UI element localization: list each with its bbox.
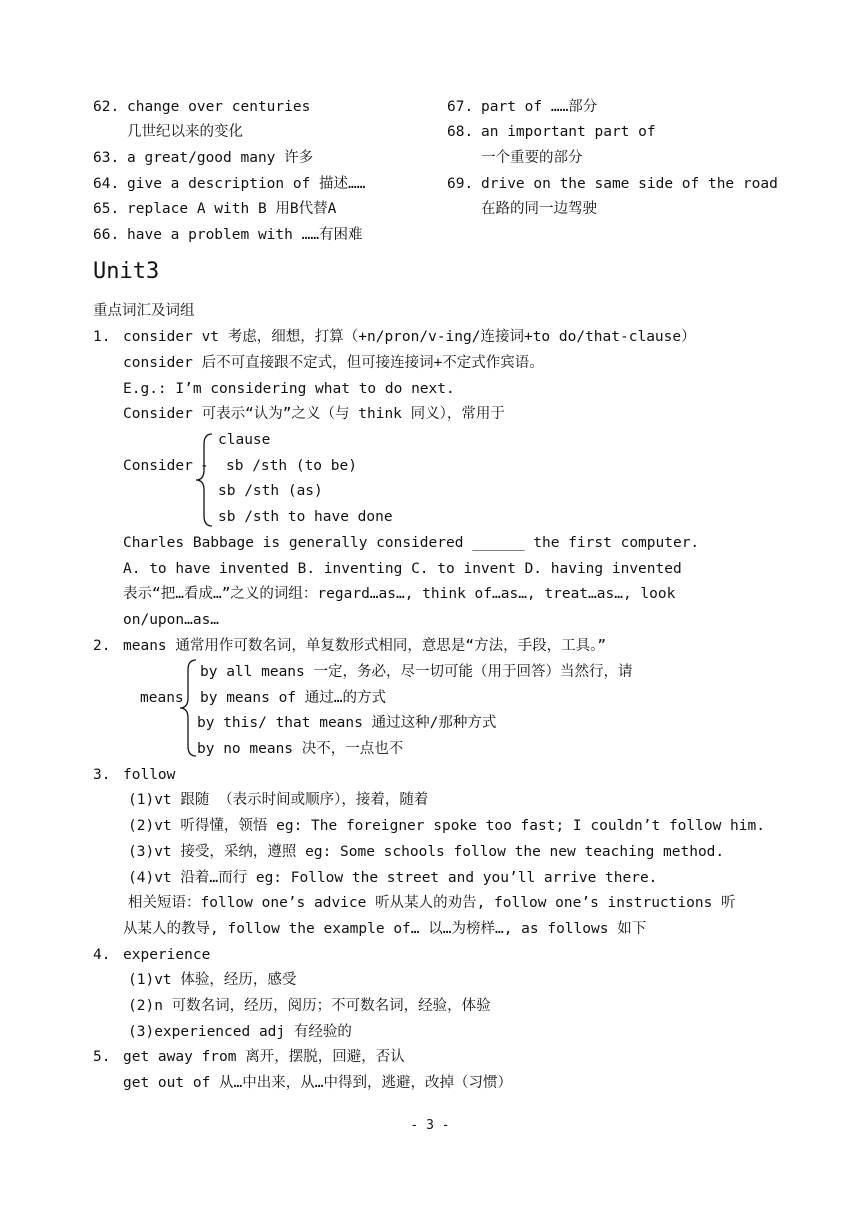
item-68-translation: 一个重要的部分 (481, 150, 583, 166)
item-65-number: 65. (93, 201, 120, 217)
means-phrase-4: by no means 决不，一点也不 (197, 741, 404, 757)
item-3-headword: follow (123, 767, 176, 783)
item-4-number: 4. (93, 947, 111, 963)
consider-pattern-1: clause (218, 432, 271, 448)
item-4-sense-2: (2)n 可数名词，经历，阅历；不可数名词，经验，体验 (128, 998, 491, 1014)
item-1-line-1: consider vt 考虑，细想，打算（+n/pron/v-ing/连接词+to do/that-clause） (123, 329, 696, 345)
item-1-line-6: on/upon…as… (123, 612, 220, 628)
item-1-number: 1. (93, 329, 111, 345)
item-69-translation: 在路的同一边驾驶 (481, 201, 597, 217)
item-3-sense-3: (3)vt 接受，采纳，遵照 eg: Some schools follow the new teaching method. (128, 844, 725, 860)
item-1-question: Charles Babbage is generally considered ______ the first computer. (123, 535, 700, 551)
consider-brace-label: Consider (123, 458, 193, 474)
item-1-line-4: Consider 可表示“认为”之义（与 think 同义），常用于 (123, 406, 505, 422)
item-67-number: 67. (447, 99, 474, 115)
item-62-translation: 几世纪以来的变化 (127, 124, 243, 140)
item-1-options: A. to have invented B. inventing C. to invent D. having invented (123, 561, 682, 577)
consider-brace (194, 432, 216, 528)
item-3-related-1: 相关短语：follow one’s advice 听从某人的劝告, follow one’s instructions 听 (128, 895, 736, 911)
item-2-line-1: means 通常用作可数名词，单复数形式相同，意思是“方法，手段，工具。” (123, 638, 607, 654)
item-4-sense-3: (3)experienced adj 有经验的 (128, 1024, 352, 1040)
item-1-example: E.g.: I’m considering what to do next. (123, 381, 455, 397)
consider-pattern-2: sb /sth (to be) (226, 458, 357, 474)
item-5-number: 5. (93, 1049, 111, 1065)
item-4-sense-1: (1)vt 体验，经历，感受 (128, 972, 297, 988)
item-1-line-2: consider 后不可直接跟不定式，但可接连接词+不定式作宾语。 (123, 355, 544, 371)
consider-brace-dash: - (200, 458, 209, 474)
item-64-phrase: give a description of 描述…… (127, 176, 366, 192)
unit-title: Unit3 (93, 259, 160, 284)
means-phrase-3: by this/ that means 通过这种/那种方式 (197, 715, 497, 731)
means-brace-label: means (140, 690, 184, 706)
item-69-phrase: drive on the same side of the road (481, 176, 778, 192)
item-3-related-2: 从某人的教导, follow the example of… 以…为榜样…, as follows 如下 (123, 921, 647, 937)
item-67-phrase: part of ……部分 (481, 99, 598, 115)
item-66-phrase: have a problem with ……有困难 (127, 227, 363, 243)
consider-pattern-3: sb /sth (as) (218, 483, 323, 499)
item-3-sense-2: (2)vt 听得懂，领悟 eg: The foreigner spoke too fast; I couldn’t follow him. (128, 818, 765, 834)
item-1-line-5: 表示“把…看成…”之义的词组：regard…as…, think of…as…, treat…as…, look (123, 586, 676, 602)
section-heading: 重点词汇及词组 (93, 303, 195, 319)
item-62-number: 62. (93, 99, 120, 115)
item-68-number: 68. (447, 124, 474, 140)
item-4-headword: experience (123, 947, 211, 963)
item-64-number: 64. (93, 176, 120, 192)
item-5-line-1: get away from 离开，摆脱，回避，否认 (123, 1049, 405, 1065)
item-66-number: 66. (93, 227, 120, 243)
item-62-phrase: change over centuries (127, 99, 311, 115)
item-5-line-2: get out of 从…中出来，从…中得到，逃避，改掉（习惯） (123, 1075, 512, 1091)
item-2-number: 2. (93, 638, 111, 654)
means-phrase-2: by means of 通过…的方式 (200, 690, 386, 706)
item-69-number: 69. (447, 176, 474, 192)
means-phrase-1: by all means 一定，务必，尽一切可能（用于回答）当然行，请 (200, 664, 633, 680)
item-63-number: 63. (93, 150, 120, 166)
item-3-sense-4: (4)vt 沿着…而行 eg: Follow the street and you’ll arrive there. (128, 870, 658, 886)
item-3-sense-1: (1)vt 跟随 （表示时间或顺序），接着，随着 (128, 792, 429, 808)
item-68-phrase: an important part of (481, 124, 656, 140)
consider-pattern-4: sb /sth to have done (218, 509, 393, 525)
item-65-phrase: replace A with B 用B代替A (127, 201, 337, 217)
item-63-phrase: a great/good many 许多 (127, 150, 314, 166)
page-number: - 3 - (410, 1118, 450, 1133)
item-3-number: 3. (93, 767, 111, 783)
